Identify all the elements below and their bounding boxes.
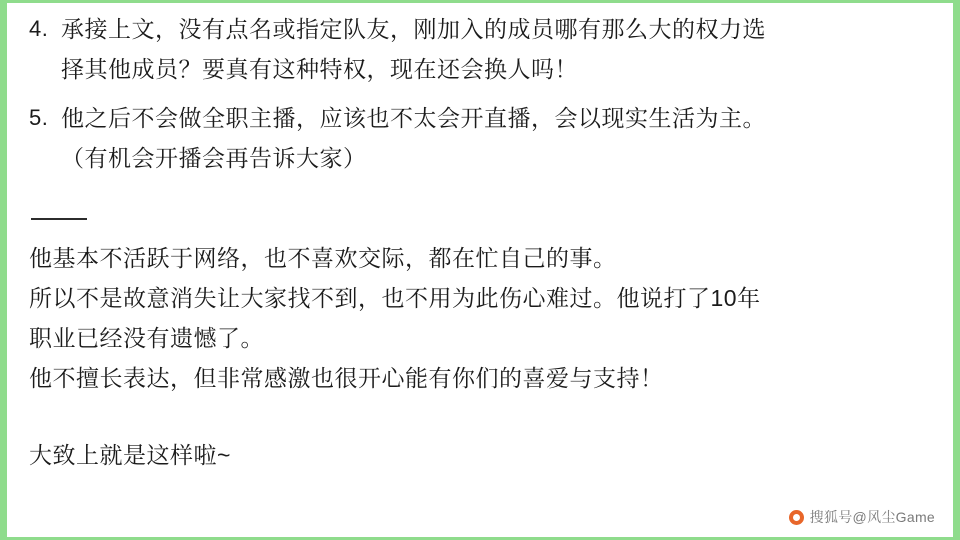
- text-line: 他不擅长表达，但非常感激也很开心能有你们的喜爱与支持！: [29, 365, 664, 391]
- sohu-logo-icon: [789, 510, 804, 525]
- document-content: [29, 9, 935, 474]
- list-item-number: 5.: [29, 105, 49, 130]
- text-line: 职业已经没有遗憾了。: [29, 325, 264, 351]
- list-item-text: [61, 9, 935, 89]
- list-item-text: [61, 98, 935, 178]
- list-item: [29, 9, 935, 89]
- text-line: 他之后不会做全职主播，应该也不太会开直播，会以现实生活为主。: [61, 105, 766, 131]
- closing-line: 大致上就是这样啦~: [29, 442, 231, 468]
- text-line: （有机会开播会再告诉大家）: [61, 145, 367, 171]
- section-divider: [31, 218, 87, 220]
- text-line: 承接上文，没有点名或指定队友，刚加入的成员哪有那么大的权力选: [61, 16, 766, 42]
- list-item-number: 4.: [29, 16, 49, 41]
- text-line: 他基本不活跃于网络，也不喜欢交际，都在忙自己的事。: [29, 245, 617, 271]
- watermark-text: 搜狐号@风尘Game: [809, 509, 935, 525]
- list-item: [29, 98, 935, 178]
- text-line: 所以不是故意消失让大家找不到，也不用为此伤心难过。他说打了10年: [29, 285, 761, 311]
- body-paragraph: [29, 238, 935, 398]
- text-line: 择其他成员？要真有这种特权，现在还会换人吗！: [61, 56, 578, 82]
- watermark: [789, 507, 935, 527]
